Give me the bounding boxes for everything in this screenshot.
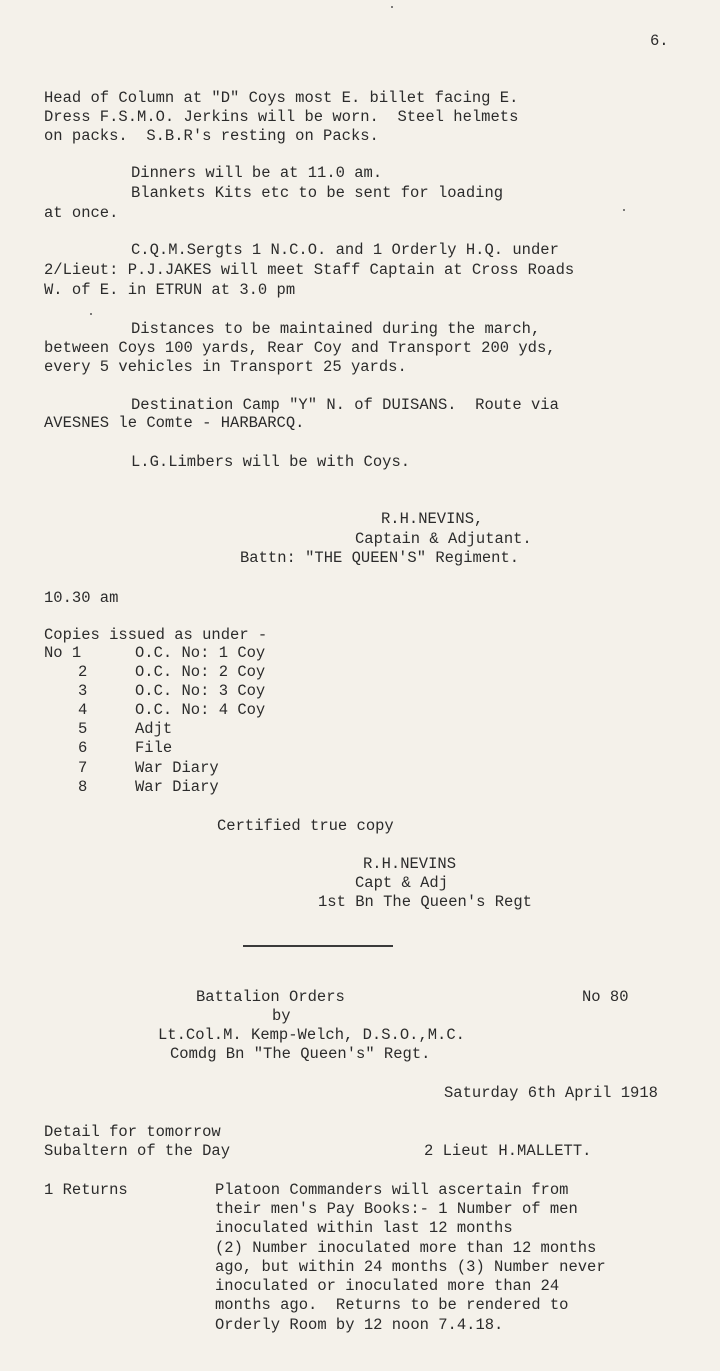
paragraph-line: Destination Camp "Y" N. of DUISANS. Route via [131,396,559,414]
paragraph-line: Dress F.S.M.O. Jerkins will be worn. Steel helmets [44,108,519,126]
paper-speck [391,6,393,8]
signature-unit: 1st Bn The Queen's Regt [318,893,532,911]
returns-line: Orderly Room by 12 noon 7.4.18. [215,1316,504,1334]
issue-time: 10.30 am [44,589,119,607]
copy-number: 3 [78,682,88,700]
signature-rank: Captain & Adjutant. [355,530,532,548]
paragraph-line: L.G.Limbers will be with Coys. [131,453,411,471]
paper-speck [90,313,92,315]
paragraph-line: Dinners will be at 11.0 am. [131,164,383,182]
paragraph-line: every 5 vehicles in Transport 25 yards. [44,358,407,376]
signature-name: R.H.NEVINS, [381,510,484,528]
paragraph-line: C.Q.M.Sergts 1 N.C.O. and 1 Orderly H.Q. under [131,241,559,259]
paper-speck [623,209,625,211]
signature-name: R.H.NEVINS [363,855,457,873]
copy-number: 2 [78,663,88,681]
copy-number: 7 [78,759,88,777]
returns-line: their men's Pay Books:- 1 Number of men [215,1200,578,1218]
paragraph-line: on packs. S.B.R's resting on Packs. [44,127,379,145]
copy-recipient: O.C. No: 4 Coy [135,701,266,719]
paragraph-line: between Coys 100 yards, Rear Coy and Transport 200 yds, [44,339,556,357]
orders-by: by [272,1007,291,1025]
returns-line: months ago. Returns to be rendered to [215,1296,569,1314]
returns-line: (2) Number inoculated more than 12 months [215,1239,597,1257]
detail-role: Subaltern of the Day [44,1142,231,1160]
detail-officer: 2 Lieut H.MALLETT. [424,1142,592,1160]
copy-recipient: O.C. No: 3 Coy [135,682,266,700]
returns-line: ago, but within 24 months (3) Number never [215,1258,606,1276]
copy-recipient: File [135,739,173,757]
copy-number: 4 [78,701,88,719]
copy-recipient: War Diary [135,759,219,777]
paragraph-line: Blankets Kits etc to be sent for loading [131,184,504,202]
orders-commander: Lt.Col.M. Kemp-Welch, D.S.O.,M.C. [158,1026,465,1044]
paragraph-line: at once. [44,204,119,222]
paragraph-line: W. of E. in ETRUN at 3.0 pm [44,281,296,299]
orders-number: No 80 [582,988,629,1006]
paragraph-line: Distances to be maintained during the march, [131,320,541,338]
detail-heading: Detail for tomorrow [44,1123,221,1141]
copy-recipient: Adjt [135,720,173,738]
signature-unit: Battn: "THE QUEEN'S" Regiment. [240,549,520,567]
returns-line: Platoon Commanders will ascertain from [215,1181,569,1199]
certified-copy: Certified true copy [217,817,394,835]
signature-rank: Capt & Adj [355,874,449,892]
copy-recipient: O.C. No: 2 Coy [135,663,266,681]
copies-heading: Copies issued as under - [44,626,268,644]
returns-label: 1 Returns [44,1181,128,1199]
copy-number: 8 [78,778,88,796]
section-divider [243,945,393,947]
copy-number: 5 [78,720,88,738]
paragraph-line: 2/Lieut: P.J.JAKES will meet Staff Captain at Cross Roads [44,261,575,279]
page-number: 6. [650,32,669,50]
orders-title: Battalion Orders [196,988,345,1006]
orders-command: Comdg Bn "The Queen's" Regt. [170,1045,431,1063]
copy-recipient: War Diary [135,778,219,796]
copy-number: 6 [78,739,88,757]
copy-number: No 1 [44,644,82,662]
orders-date: Saturday 6th April 1918 [444,1084,658,1102]
returns-line: inoculated within last 12 months [215,1219,513,1237]
paragraph-line: AVESNES le Comte - HARBARCQ. [44,414,305,432]
returns-line: inoculated or inoculated more than 24 [215,1277,560,1295]
copy-recipient: O.C. No: 1 Coy [135,644,266,662]
paragraph-line: Head of Column at "D" Coys most E. billet facing E. [44,89,519,107]
